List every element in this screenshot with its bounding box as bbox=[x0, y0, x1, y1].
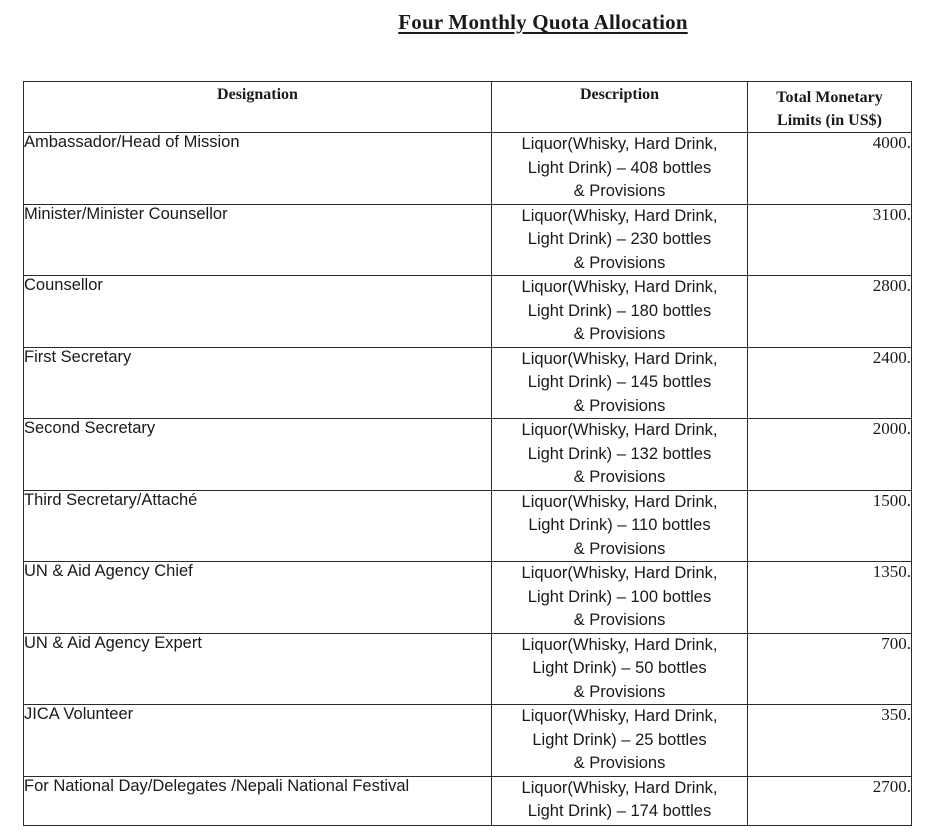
table-row bbox=[24, 419, 912, 491]
table-row bbox=[24, 776, 912, 825]
header-row bbox=[24, 82, 912, 133]
description-line: & Provisions bbox=[573, 539, 666, 558]
description-line: Liquor(Whisky, Hard Drink, bbox=[521, 421, 718, 439]
description-line: Light Drink) – 110 bottles bbox=[528, 516, 711, 534]
table-row bbox=[24, 204, 912, 276]
total-header-line-2: Limits (in US$) bbox=[777, 112, 882, 129]
designation-cell: JICA Volunteer bbox=[24, 705, 492, 777]
table-row bbox=[24, 347, 912, 419]
table-header bbox=[24, 82, 912, 133]
description-cell bbox=[492, 133, 748, 205]
description-line: Light Drink) – 408 bottles bbox=[527, 158, 712, 177]
description-line: & Provisions bbox=[573, 754, 666, 772]
total-cell: 2800. bbox=[748, 276, 912, 348]
description-line: Liquor(Whisky, Hard Drink, bbox=[521, 135, 718, 153]
table-body bbox=[24, 133, 912, 826]
designation-cell: Ambassador/Head of Mission bbox=[24, 133, 492, 205]
table-row bbox=[24, 276, 912, 348]
description-cell bbox=[492, 347, 748, 419]
total-cell: 1350. bbox=[748, 562, 912, 634]
description-line: Liquor(Whisky, Hard Drink, bbox=[521, 564, 718, 582]
table-row bbox=[24, 705, 912, 777]
designation-cell: UN & Aid Agency Expert bbox=[24, 633, 492, 705]
total-cell: 2000. bbox=[748, 419, 912, 491]
table-row bbox=[24, 562, 912, 634]
description-line: Liquor(Whisky, Hard Drink, bbox=[521, 492, 718, 511]
description-line: & Provisions bbox=[573, 611, 666, 629]
designation-cell: Third Secretary/Attaché bbox=[24, 490, 492, 562]
description-line: & Provisions bbox=[573, 682, 666, 701]
designation-cell: Counsellor bbox=[24, 276, 492, 348]
page-title: Four Monthly Quota Allocation bbox=[398, 10, 688, 34]
designation-cell: For National Day/Delegates /Nepali National Festival bbox=[24, 776, 492, 825]
designation-cell: UN & Aid Agency Chief bbox=[24, 562, 492, 634]
description-line: & Provisions bbox=[573, 468, 666, 486]
description-line: Light Drink) – 230 bottles bbox=[527, 230, 712, 248]
description-line: Light Drink) – 100 bottles bbox=[527, 587, 712, 606]
description-cell bbox=[492, 633, 748, 705]
total-cell: 700. bbox=[748, 633, 912, 705]
description-line: Liquor(Whisky, Hard Drink, bbox=[521, 635, 718, 654]
description-cell bbox=[492, 204, 748, 276]
table-row bbox=[24, 133, 912, 205]
description-line: Liquor(Whisky, Hard Drink, bbox=[521, 778, 718, 797]
description-line: & Provisions bbox=[573, 396, 666, 415]
description-cell bbox=[492, 276, 748, 348]
description-cell bbox=[492, 419, 748, 491]
description-cell bbox=[492, 705, 748, 777]
description-line: Light Drink) – 50 bottles bbox=[532, 659, 707, 677]
description-line: Liquor(Whisky, Hard Drink, bbox=[521, 707, 718, 725]
description-line: Liquor(Whisky, Hard Drink, bbox=[521, 278, 718, 296]
description-line: Light Drink) – 180 bottles bbox=[527, 301, 712, 320]
description-line: Liquor(Whisky, Hard Drink, bbox=[521, 349, 718, 368]
description-column-header: Description bbox=[492, 82, 748, 133]
description-line: & Provisions bbox=[573, 253, 666, 272]
total-cell: 1500. bbox=[748, 490, 912, 562]
designation-cell: First Secretary bbox=[24, 347, 492, 419]
description-line: & Provisions bbox=[573, 182, 666, 200]
description-line: Light Drink) – 132 bottles bbox=[527, 444, 712, 463]
description-line: & Provisions bbox=[573, 325, 666, 343]
total-cell: 3100. bbox=[748, 204, 912, 276]
designation-column-header: Designation bbox=[24, 82, 492, 133]
description-line: Light Drink) – 174 bottles bbox=[527, 802, 712, 820]
total-cell: 2400. bbox=[748, 347, 912, 419]
description-line: Light Drink) – 145 bottles bbox=[527, 373, 712, 391]
table-row bbox=[24, 633, 912, 705]
total-cell: 2700. bbox=[748, 776, 912, 825]
description-cell bbox=[492, 562, 748, 634]
description-line: Light Drink) – 25 bottles bbox=[532, 730, 707, 749]
total-cell: 350. bbox=[748, 705, 912, 777]
quota-table bbox=[23, 81, 912, 826]
designation-cell: Second Secretary bbox=[24, 419, 492, 491]
designation-cell: Minister/Minister Counsellor bbox=[24, 204, 492, 276]
total-monetary-column-header bbox=[748, 82, 912, 133]
total-cell: 4000. bbox=[748, 133, 912, 205]
table-row bbox=[24, 490, 912, 562]
total-header-line-1: Total Monetary bbox=[776, 89, 883, 106]
description-cell bbox=[492, 776, 748, 825]
description-cell bbox=[492, 490, 748, 562]
description-line: Liquor(Whisky, Hard Drink, bbox=[521, 206, 718, 225]
